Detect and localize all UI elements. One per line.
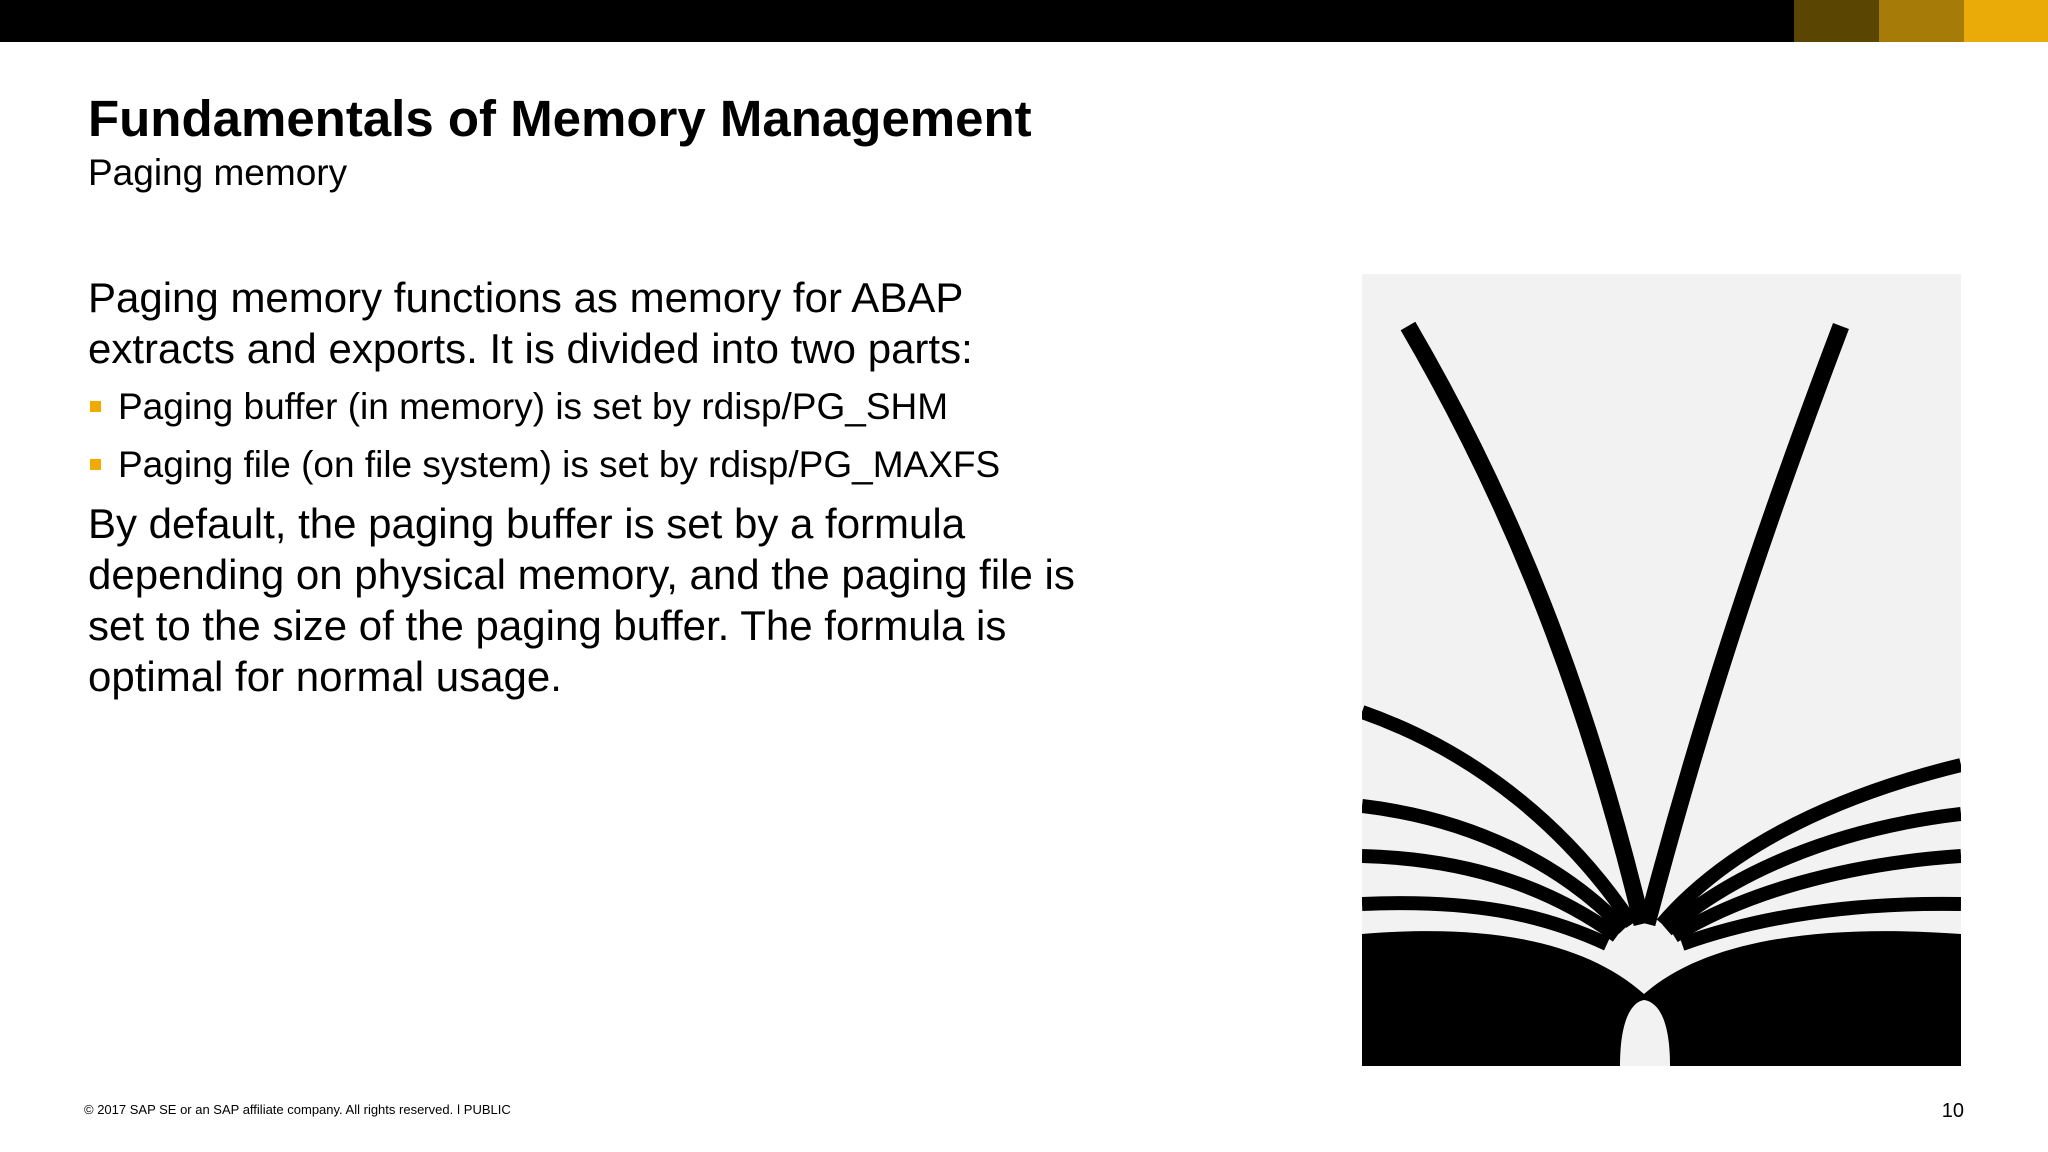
open-book-icon [1362, 274, 1961, 1066]
bullet-item [88, 436, 1088, 494]
slide-subtitle: Paging memory [88, 152, 348, 193]
bullet-text: Paging buffer (in memory) is set by rdisp/PG_SHM [118, 386, 949, 427]
bullet-item [88, 378, 1088, 436]
bullet-square-icon [90, 459, 101, 470]
accent-block-mid [1879, 0, 1964, 42]
book-image [1362, 274, 1961, 1066]
bullet-square-icon [90, 401, 101, 412]
bullet-text: Paging file (on file system) is set by rdisp/PG_MAXFS [118, 444, 1001, 485]
top-bar [0, 0, 2048, 42]
slide-title: Fundamentals of Memory Management [88, 90, 1032, 147]
page-number: 10 [1941, 1100, 1964, 1122]
accent-block-dark [1794, 0, 1879, 42]
accent-block-gold [1964, 0, 2048, 42]
bullet-list [88, 378, 1088, 494]
default-paragraph: By default, the paging buffer is set by a formula depending on physical memory, and the paging file is set to the size of the paging buffer. The formula is optimal for normal usage. [88, 500, 1075, 700]
slide-body [88, 272, 1088, 702]
intro-paragraph: Paging memory functions as memory for ABAP extracts and exports. It is divided into two parts: [88, 274, 973, 372]
footer-copyright: © 2017 SAP SE or an SAP affiliate company. All rights reserved. ǀ PUBLIC [84, 1102, 511, 1117]
